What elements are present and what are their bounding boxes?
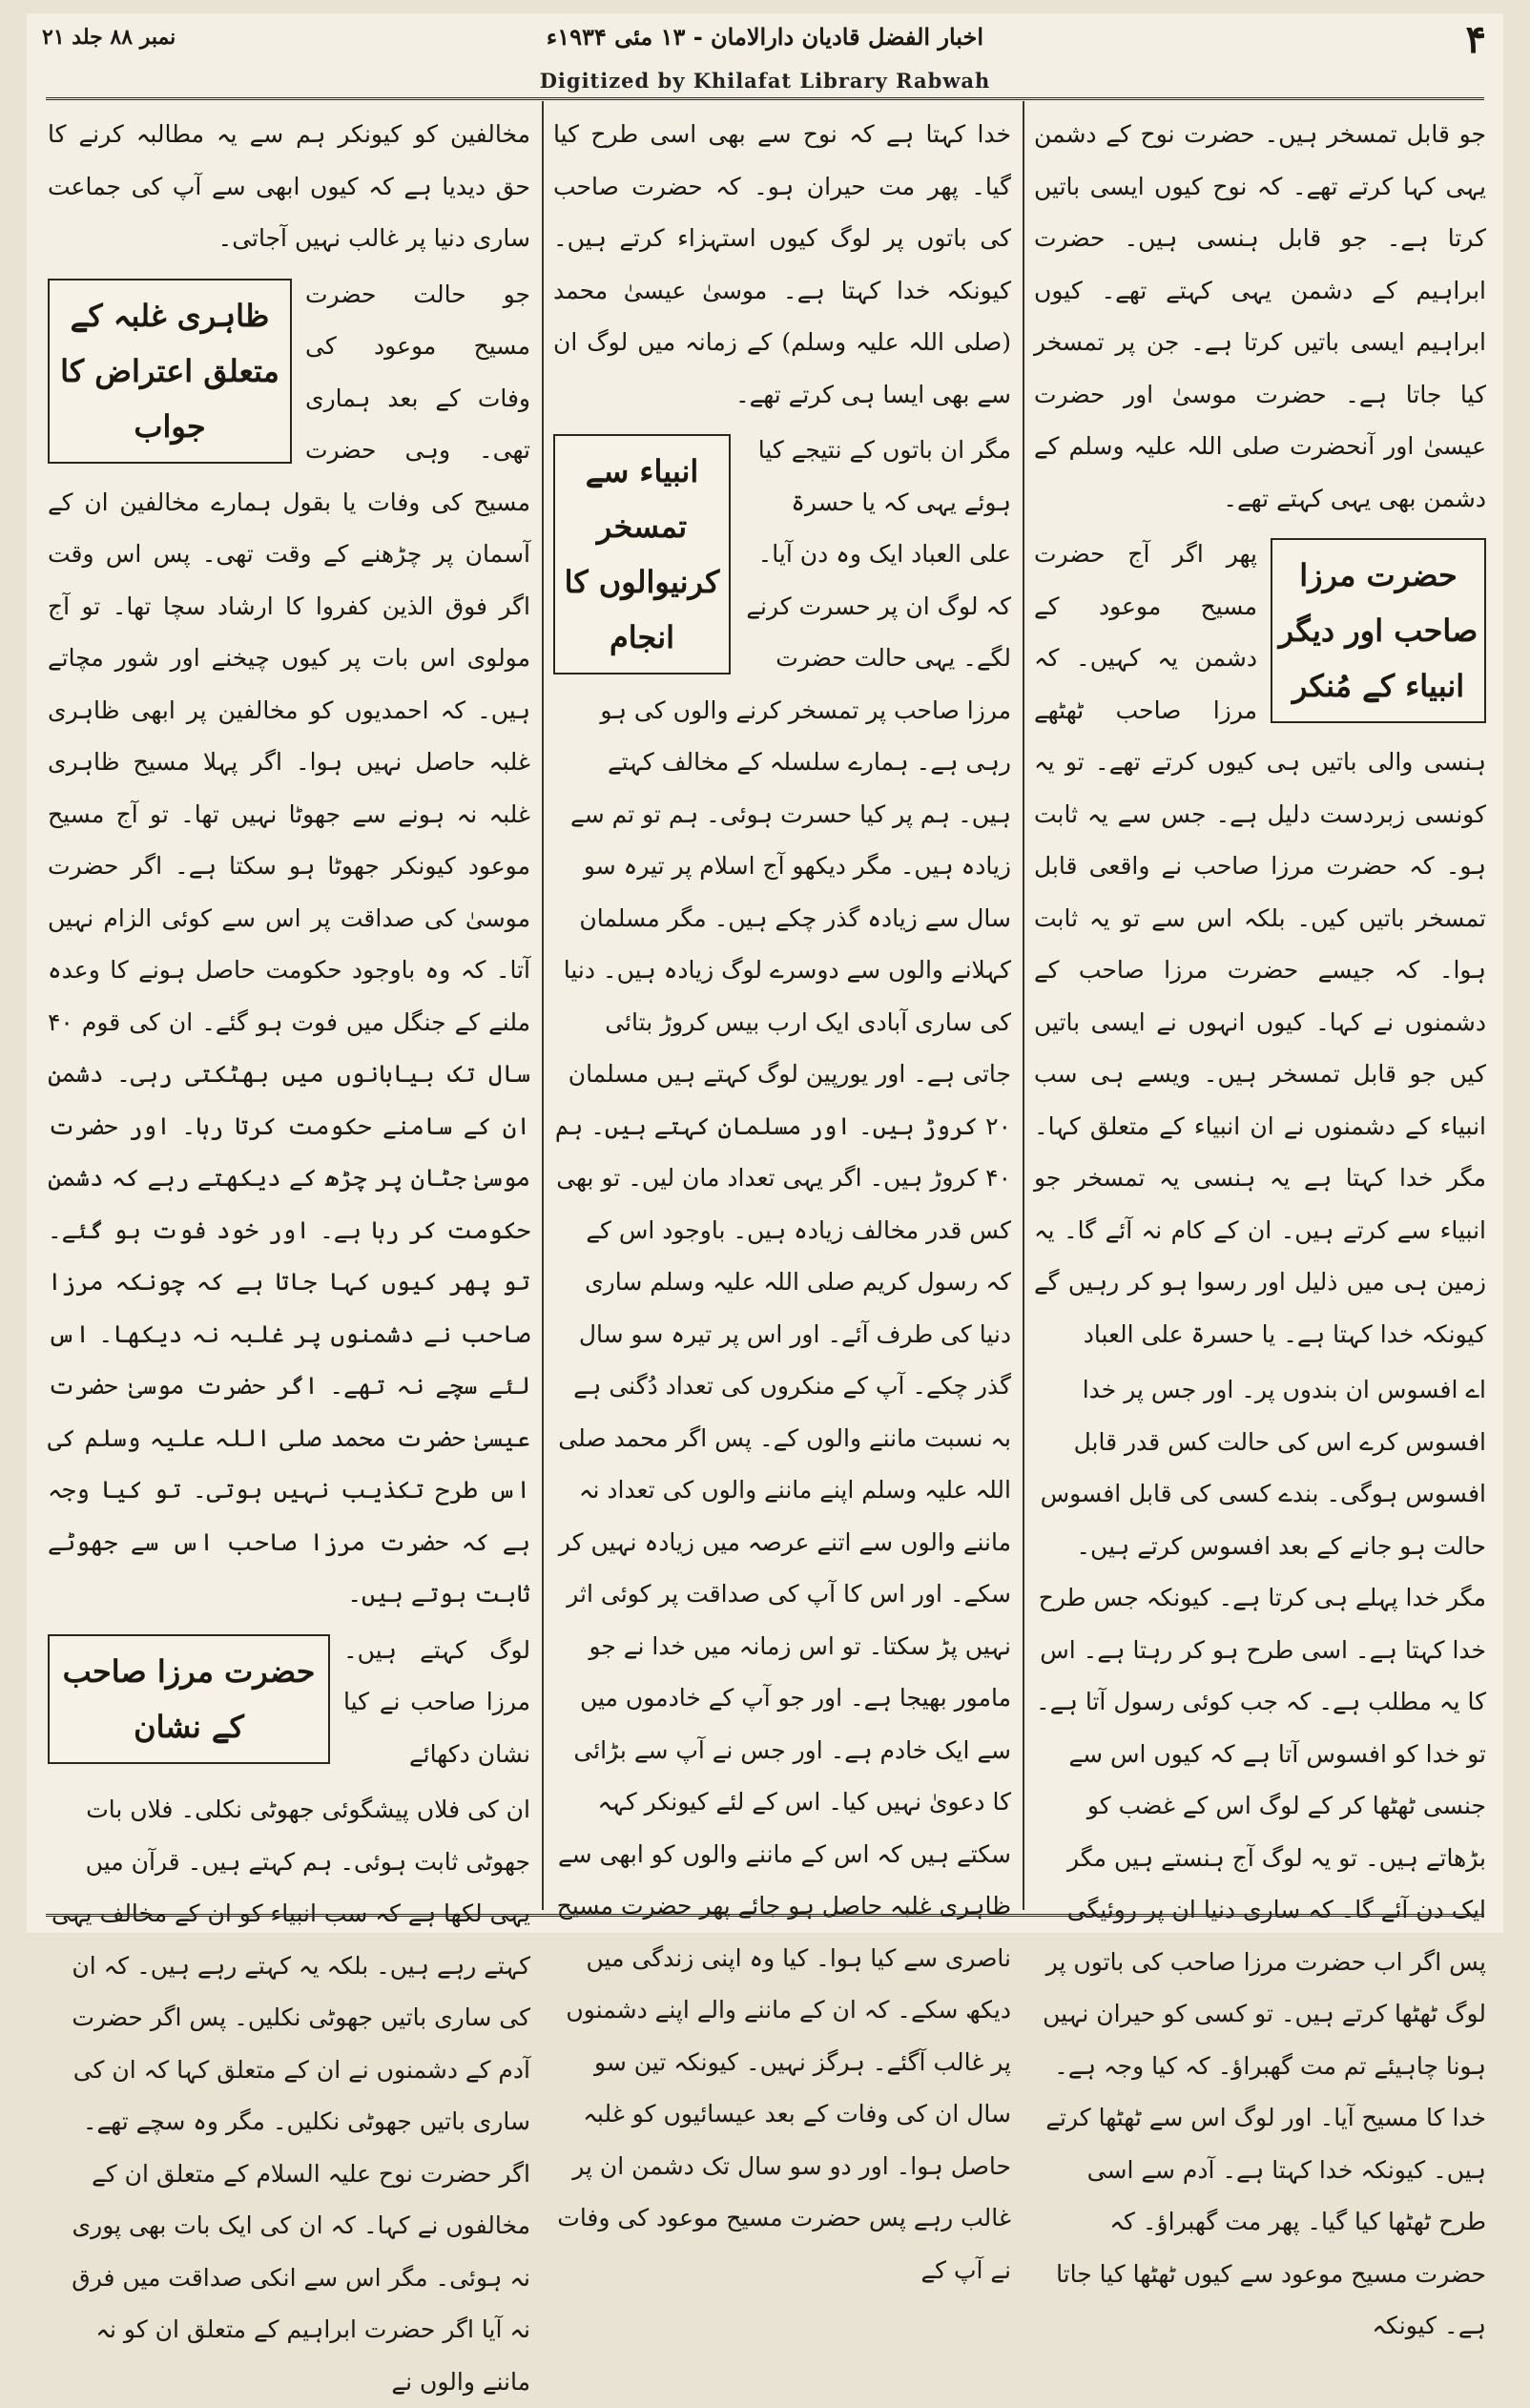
right-column — [1034, 109, 1486, 2339]
bottom-rule — [46, 1914, 1484, 1917]
middle-column-heading: انبیاء سے تمسخر کرنیوالوں کا انجام — [553, 434, 731, 675]
newspaper-page — [27, 13, 1503, 2396]
left-paragraph-2: جو حالت حضرت مسیح موعود کی وفات کے بعد ہماری تھی۔ وہی حضرت مسیح کی وفات یا بقول ہمارے مخالفین ان کے آسمان پر چڑھنے کے وقت تھی۔ پس اس وقت اگر فوق الذین کفروا کا ارشاد سچا تھا۔ تو آج مولوی اس بات پر کیوں چیخنے اور شور مچاتے ہیں۔ کہ احمدیوں کو مخالفین پر ابھی ظاہری غلبہ حاصل نہیں ہوا۔ اگر پہلا مسیح ظاہری غلبہ نہ ہونے سے جھوٹا نہیں تھا۔ تو آج مسیح موعود کیونکر جھوٹا ہو سکتا ہے۔ اگر حضرت موسیٰ کی صداقت پر اس سے کوئی الزام نہیں آتا۔ کہ وہ باوجود حکومت حاصل ہونے کا وعدہ ملنے کے جنگل میں فوت ہو گئے۔ ان کی قوم ۴۰ سال تک بیابانوں میں بھٹکتی رہی۔ دشمن ان کے سامنے حکومت کرتا رہا۔ اور حضرت موسیٰ جٹان پر چڑھ کے دیکھتے رہے کہ دشمن حکومت کر رہا ہے۔ اور خود فوت ہو گئے۔ تو پھر کیوں کہا جاتا ہے کہ چونکہ مرزا صاحب نے دشمنوں پر غلبہ نہ دیکھا۔ اس لئے سچے نہ تھے۔ اگر حضرت موسیٰ حضرت عیسیٰ حضرت محمد صلی اللہ علیہ وسلم کی اس طرح تکذیب نہیں ہوتی۔ تو کیا وجہ ہے کہ حضرت مرزا صاحب اس سے جھوٹے ثابت ہوتے ہیں۔ — [48, 280, 530, 1608]
right-paragraph-3: اے افسوس ان بندوں پر۔ اور جس پر خدا افسوس کرے اس کی حالت کس قدر قابل افسوس ہوگی۔ بندے کسی کی قابل افسوس حالت ہو جانے کے بعد افسوس کرتے ہیں۔ مگر خدا پہلے ہی کرتا ہے۔ کیونکہ جس طرح خدا کہتا ہے۔ اسی طرح ہو کر رہتا ہے۔ اس کا یہ مطلب ہے۔ کہ جب کوئی رسول آتا ہے۔ تو خدا کو افسوس آتا ہے کہ کیوں اس سے جنسی ٹھٹھا کر کے لوگ اس کے غضب کو بڑھاتے ہیں۔ تو یہ لوگ آج ہنستے ہیں مگر ایک دن آئے گا۔ کہ ساری دنیا ان پر روئیگی پس اگر اب حضرت مرزا صاحب کی باتوں پر لوگ ٹھٹھا کرتے ہیں۔ تو کسی کو حیران نہیں ہونا چاہیئے تم مت گھبراؤ۔ کہ کیا وجہ ہے۔ خدا کا مسیح آیا۔ اور لوگ اس سے ٹھٹھا کرتے ہیں۔ کیونکہ خدا کہتا ہے۔ آدم سے اسی طرح ٹھٹھا کیا گیا۔ پھر مت گھبراؤ۔ کہ حضرت مسیح موعود سے کیوں ٹھٹھا کیا جاتا ہے۔ کیونکہ — [1035, 1376, 1486, 2339]
middle-column — [553, 109, 1011, 2284]
column-divider-right — [1023, 101, 1024, 1910]
left-paragraph-1: مخالفین کو کیونکر ہم سے یہ مطالبہ کرنے کا حق دیدیا ہے کہ کیوں ابھی سے آپ کی جماعت ساری دنیا پر غالب نہیں آجاتی۔ — [48, 120, 530, 252]
right-paragraph-2: پھر اگر آج حضرت مسیح موعود کے دشمن یہ کہیں۔ کہ مرزا صاحب ٹھٹھے ہنسی والی باتیں ہی کیوں کرتے تھے۔ تو یہ کونسی زبردست دلیل ہے۔ جس سے یہ ثابت ہو۔ کہ حضرت مرزا صاحب نے واقعی قابل تمسخر باتیں کیں۔ بلکہ اس سے تو یہ ثابت ہوا۔ کہ جیسے حضرت مرزا صاحب کے دشمنوں نے کہا۔ کیوں انہوں نے ایسی باتیں کیں جو قابل تمسخر ہیں۔ ویسے ہی سب انبیاء کے دشمنوں نے ان انبیاء کے متعلق کہا۔ مگر خدا کہتا ہے یہ ہنسی یہ تمسخر جو انبیاء سے کرتے ہیں۔ ان کے کام نہ آئے گا۔ یہ زمین ہی میں ذلیل اور رسوا ہو کر رہیں گے کیونکہ خدا کہتا ہے۔ یا حسرۃ علی العباد — [1034, 540, 1486, 1348]
middle-paragraph-2: مگر ان باتوں کے نتیجے کیا ہوئے یہی کہ یا حسرۃ علی العباد ایک وہ دن آیا۔ کہ لوگ ان پر حسرت کرنے لگے۔ یہی حالت حضرت مرزا صاحب پر تمسخر کرنے والوں کی ہو رہی ہے۔ ہمارے سلسلہ کے مخالف کہتے ہیں۔ ہم پر کیا حسرت ہوئی۔ ہم تو تم سے زیادہ ہیں۔ مگر دیکھو آج اسلام پر تیرہ سو سال سے زیادہ گذر چکے ہیں۔ مگر مسلمان کہلانے والوں سے دوسرے لوگ زیادہ ہیں۔ دنیا کی ساری آبادی ایک ارب بیس کروڑ بتائی جاتی ہے۔ اور یورپین لوگ کہتے ہیں مسلمان ۲۰ کروڑ ہیں۔ اور مسلمان کہتے ہیں۔ ہم ۴۰ کروڑ ہیں۔ اگر یہی تعداد مان لیں۔ تو بھی کس قدر مخالف زیادہ ہیں۔ باوجود اس کے کہ رسول کریم صلی اللہ علیہ وسلم ساری دنیا کی طرف آئے۔ اور اس پر تیرہ سو سال گذر چکے۔ آپ کے منکروں کی تعداد دُگنی ہے بہ نسبت ماننے والوں کے۔ پس اگر محمد صلی اللہ علیہ وسلم اپنے ماننے والوں کی تعداد نہ ماننے والوں سے اتنے عرصہ میں زیادہ نہیں کر سکے۔ اور اس کا آپ کی صداقت پر کوئی اثر نہیں پڑ سکتا۔ تو اس زمانہ میں خدا نے جو مامور بھیجا ہے۔ اور جو آپ کے خادموں میں سے ایک خادم ہے۔ اور جس نے آپ سے بڑائی کا دعویٰ نہیں کیا۔ اس کے لئے کیونکر کہہ سکتے ہیں کہ اس کے ماننے والوں کو ابھی سے ظاہری غلبہ حاصل ہو جائے پھر حضرت مسیح ناصری سے کیا ہوا۔ کیا وہ اپنی زندگی میں دیکھ سکے۔ کہ ان کے ماننے والے اپنے دشمنوں پر غالب آگئے۔ ہرگز نہیں۔ کیونکہ تین سو سال ان کی وفات کے بعد عیسائیوں کو غلبہ حاصل ہوا۔ اور دو سو سال تک دشمن ان پر غالب رہے پس حضرت مسیح موعود کی وفات نے آپ کے — [555, 436, 1011, 2284]
newspaper-title: اخبار الفضل قادیان دارالامان - ۱۳ مئی ۱۹۳۴ء — [546, 23, 984, 51]
column-divider-left — [542, 101, 544, 1910]
page-number: ۴ — [1465, 17, 1486, 62]
left-paragraph-4: ان کی فلاں پیشگوئی جھوٹی نکلی۔ فلاں بات جھوٹی ثابت ہوئی۔ ہم کہتے ہیں۔ قرآن میں یہی لکھا ہے کہ سب انبیاء کو ان کے مخالف یہی کہتے رہے ہیں۔ بلکہ یہ کہتے رہے ہیں۔ کہ ان کی ساری باتیں جھوٹی نکلیں۔ پس اگر حضرت آدم کے دشمنوں نے ان کے متعلق کہا کہ ان کی ساری باتیں جھوٹی نکلیں۔ مگر وہ سچے تھے۔ اگر حضرت نوح علیہ السلام کے متعلق ان کے مخالفوں نے کہا۔ کہ ان کی ایک بات بھی پوری نہ ہوئی۔ مگر اس سے انکی صداقت میں فرق نہ آیا اگر حضرت ابراہیم کے متعلق ان کو نہ ماننے والوں نے — [52, 1796, 530, 2396]
top-rule — [46, 97, 1484, 100]
right-column-heading: حضرت مرزا صاحب اور دیگر انبیاء کے مُنکر — [1271, 538, 1486, 723]
right-paragraph-1: جو قابل تمسخر ہیں۔ حضرت نوح کے دشمن یہی کہا کرتے تھے۔ کہ نوح کیوں ایسی باتیں کرتا ہے۔ جو قابل ہنسی ہیں۔ حضرت ابراہیم کے دشمن یہی کہتے تھے۔ کیوں ابراہیم ایسی باتیں کرتا ہے۔ جن پر تمسخر کیا جاتا ہے۔ حضرت موسیٰ اور حضرت عیسیٰ اور آنحضرت صلی اللہ علیہ وسلم کے دشمن بھی یہی کہتے تھے۔ — [1034, 120, 1486, 512]
issue-number: نمبر ۸۸ جلد ۲۱ — [42, 25, 176, 50]
left-paragraph-3: لوگ کہتے ہیں۔ مرزا صاحب نے کیا نشان دکھائے — [343, 1635, 530, 1768]
digitized-watermark: Digitized by Khilafat Library Rabwah — [539, 69, 991, 93]
left-column-heading-2: حضرت مرزا صاحب کے نشان — [48, 1634, 330, 1764]
left-column — [48, 109, 530, 2396]
middle-paragraph-1: خدا کہتا ہے کہ نوح سے بھی اسی طرح کیا گیا۔ پھر مت حیران ہو۔ کہ حضرت صاحب کی باتوں پر لوگ کیوں استہزاء کرتے ہیں۔ کیونکہ خدا کہتا ہے۔ موسیٰ عیسیٰ محمد (صلی اللہ علیہ وسلم) کے زمانہ میں لوگ ان سے بھی ایسا ہی کرتے تھے۔ — [553, 120, 1011, 408]
left-column-heading: ظاہری غلبہ کے متعلق اعتراض کا جواب — [48, 279, 292, 464]
masthead — [27, 13, 1503, 67]
